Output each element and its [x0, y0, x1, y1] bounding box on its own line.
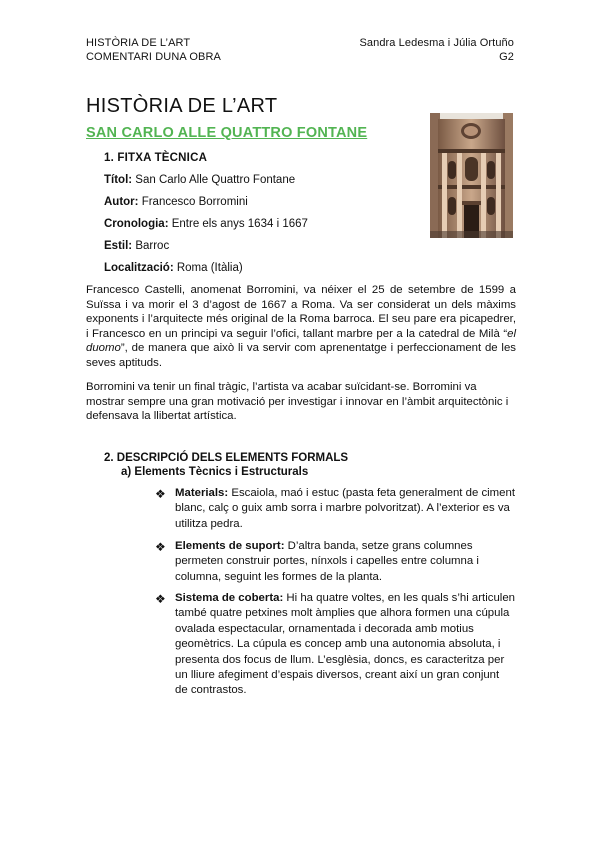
field-label: Localització:: [104, 262, 174, 274]
field-value: Entre els anys 1634 i 1667: [168, 218, 308, 230]
section-heading-technical-sheet: 1. FITXA TÈCNICA: [104, 152, 208, 164]
section-heading-formal-elements: 2. DESCRIPCIÓ DELS ELEMENTS FORMALS: [104, 452, 349, 464]
field-value: Barroc: [132, 240, 170, 252]
field-label: Estil:: [104, 240, 133, 252]
field-value: Francesco Borromini: [138, 196, 248, 208]
field-value: Roma (Itàlia): [173, 262, 243, 274]
field-value: San Carlo Alle Quattro Fontane: [132, 174, 296, 186]
field-location: [104, 262, 243, 274]
church-facade-photo: [430, 113, 513, 238]
page-title: HISTÒRIA DE L’ART: [86, 95, 278, 117]
header-left: [86, 36, 221, 64]
bullet-text: D’altra banda, setze grans columnes permeten construir portes, nínxols i capelles entre columna i columna, seguint les formes de la planta.: [175, 540, 479, 583]
header-authors: Sandra Ledesma i Júlia Ortuño: [359, 37, 514, 49]
header-group: G2: [499, 51, 514, 63]
field-title: [104, 174, 295, 186]
subsection-heading-technical: a) Elements Tècnics i Estructurals: [121, 466, 309, 478]
bullet-roof-system: [155, 591, 515, 699]
diamond-bullet-icon: ❖: [155, 540, 166, 554]
bullet-label: Sistema de coberta:: [175, 592, 284, 604]
bullet-label: Materials:: [175, 487, 229, 499]
field-style: [104, 240, 169, 252]
header-course: HISTÒRIA DE L’ART: [86, 37, 191, 49]
bullet-text: Hi ha quatre voltes, en les quals s’hi articulen també quatre petxines molt àmplies que alhora formen una cúpula ovalada espectacular, ornamentada i decorada amb motius geomètrics. La cúpula es concep amb una autonomia absoluta, i presenta dos focus de llum. L’esglèsia, doncs, es caracteritza per un lliure afegiment d’espais diversos, creant així un gran conjunt de contrastos.: [175, 592, 515, 697]
field-label: Títol:: [104, 174, 133, 186]
diamond-bullet-icon: ❖: [155, 487, 166, 501]
biography-text-start: Francesco Castelli, anomenat Borromini, va néixer el 25 de setembre de 1599 a Suïssa i va morir el 3 d’agost de 1667 a Roma. Va ser considerat un dels màxims exponents i l’arquitecte més original de la Roma barroca. El seu pare era picapedrer, i Francesco en un principi va seguir l’ofici, tallant marbre per a la catedral de Milà “: [86, 284, 516, 340]
header-assignment: COMENTARI DUNA OBRA: [86, 51, 221, 63]
bullet-support-elements: [155, 539, 515, 585]
field-label: Cronologia:: [104, 218, 169, 230]
field-chronology: [104, 218, 308, 230]
diamond-bullet-icon: ❖: [155, 592, 166, 606]
bullet-text: Escaiola, maó i estuc (pasta feta generalment de ciment blanc, calç o guix amb sorra i marbre polvoritzat). A l’exterior es va utilitza pedra.: [175, 487, 516, 530]
artwork-title: SAN CARLO ALLE QUATTRO FONTANE: [86, 125, 368, 141]
biography-italic: el duomo: [86, 327, 516, 355]
bullet-materials: [155, 486, 515, 532]
final-years-paragraph: Borromini va tenir un final tràgic, l’artista va acabar suïcidant-se. Borromini va mostrar sempre una gran motivació per investigar i innovar en l’àmbit arquitectònic i defensava la llibertat artística.: [86, 381, 509, 423]
field-label: Autor:: [104, 196, 139, 208]
bullet-label: Elements de suport:: [175, 540, 285, 552]
biography-text-end: ”, de manera que això li va servir com aprenentatge i perfeccionament de les seves aptituds.: [86, 342, 516, 369]
field-author: [104, 196, 248, 208]
header-right: [359, 36, 514, 64]
biography-paragraph: [86, 283, 516, 371]
